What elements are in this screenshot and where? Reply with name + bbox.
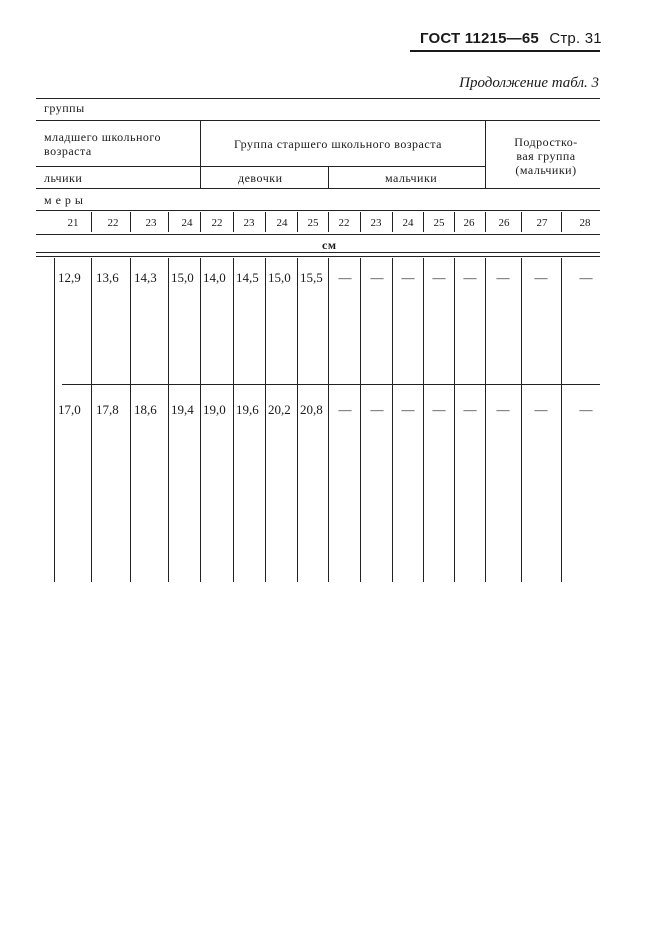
dash-cell: — bbox=[338, 270, 352, 285]
body-divider bbox=[200, 258, 201, 582]
body-divider bbox=[454, 258, 455, 582]
size-cell: 22 bbox=[211, 217, 223, 229]
body-divider bbox=[360, 258, 361, 582]
body-divider bbox=[423, 258, 424, 582]
size-cell: 25 bbox=[433, 217, 445, 229]
value-cell: 20,8 bbox=[300, 402, 323, 417]
dash-cell: — bbox=[401, 402, 415, 417]
size-cell: 23 bbox=[243, 217, 255, 229]
size-cell: 21 bbox=[67, 217, 79, 229]
value-cell: 19,6 bbox=[236, 402, 259, 417]
group-names-rule bbox=[36, 166, 486, 167]
value-cell: 15,0 bbox=[268, 270, 291, 285]
dash-cell: — bbox=[496, 402, 510, 417]
dash-cell: — bbox=[579, 402, 593, 417]
size-divider bbox=[297, 212, 298, 232]
size-divider bbox=[360, 212, 361, 232]
group-divider-2 bbox=[485, 120, 486, 188]
sex-label-boys-older: мальчики bbox=[385, 171, 438, 185]
body-divider bbox=[91, 258, 92, 582]
value-cell: 14,0 bbox=[203, 270, 226, 285]
value-cell: 14,5 bbox=[236, 270, 259, 285]
size-divider bbox=[265, 212, 266, 232]
measures-label: м е р ы bbox=[44, 193, 84, 207]
sex-divider-2 bbox=[328, 167, 329, 188]
size-divider bbox=[521, 212, 522, 232]
unit-row-rule bbox=[36, 252, 600, 253]
standard-number: ГОСТ 11215—65 bbox=[420, 30, 539, 47]
body-divider bbox=[233, 258, 234, 582]
size-divider bbox=[485, 212, 486, 232]
body-divider bbox=[328, 258, 329, 582]
size-cell: 22 bbox=[338, 217, 350, 229]
sizes-row-rule bbox=[36, 234, 600, 235]
dash-cell: — bbox=[370, 402, 384, 417]
body-divider bbox=[54, 258, 55, 582]
body-divider bbox=[168, 258, 169, 582]
size-divider bbox=[423, 212, 424, 232]
body-divider bbox=[561, 258, 562, 582]
sex-label-girls: девочки bbox=[238, 171, 283, 185]
dash-cell: — bbox=[338, 402, 352, 417]
size-divider bbox=[392, 212, 393, 232]
size-divider bbox=[130, 212, 131, 232]
value-cell: 17,0 bbox=[58, 402, 81, 417]
size-divider bbox=[454, 212, 455, 232]
unit-label: см bbox=[322, 238, 337, 252]
value-cell: 15,5 bbox=[300, 270, 323, 285]
size-divider bbox=[561, 212, 562, 232]
size-divider bbox=[328, 212, 329, 232]
dash-cell: — bbox=[534, 270, 548, 285]
dash-cell: — bbox=[463, 270, 477, 285]
sex-row-rule bbox=[36, 188, 600, 189]
unit-row-rule-2 bbox=[36, 256, 600, 257]
dash-cell: — bbox=[432, 402, 446, 417]
value-cell: 17,8 bbox=[96, 402, 119, 417]
size-divider bbox=[168, 212, 169, 232]
size-cell: 28 bbox=[579, 217, 591, 229]
value-cell: 14,3 bbox=[134, 270, 157, 285]
table-continuation-caption: Продолжение табл. 3 bbox=[459, 75, 599, 91]
groups-row-rule bbox=[36, 120, 600, 121]
size-cell: 24 bbox=[402, 217, 414, 229]
page-number: Стр. 31 bbox=[549, 30, 602, 47]
value-cell: 18,6 bbox=[134, 402, 157, 417]
size-divider bbox=[233, 212, 234, 232]
groups-label: группы bbox=[44, 101, 85, 115]
size-cell: 26 bbox=[498, 217, 510, 229]
dash-cell: — bbox=[496, 270, 510, 285]
body-divider bbox=[392, 258, 393, 582]
younger-group-label: младшего школьного возраста bbox=[44, 130, 162, 158]
dash-cell: — bbox=[432, 270, 446, 285]
dash-cell: — bbox=[463, 402, 477, 417]
value-cell: 15,0 bbox=[171, 270, 194, 285]
size-cell: 23 bbox=[145, 217, 157, 229]
measures-row-rule bbox=[36, 210, 600, 211]
teen-group-label: Подростко- вая группа (мальчики) bbox=[514, 135, 578, 177]
value-cell: 19,4 bbox=[171, 402, 194, 417]
body-divider bbox=[265, 258, 266, 582]
older-group-label: Группа старшего школьного возраста bbox=[234, 137, 442, 151]
size-divider bbox=[200, 212, 201, 232]
group-divider-1 bbox=[200, 120, 201, 167]
sex-divider-1 bbox=[200, 167, 201, 188]
size-cell: 25 bbox=[307, 217, 319, 229]
dash-cell: — bbox=[401, 270, 415, 285]
page-header bbox=[420, 30, 600, 47]
value-cell: 12,9 bbox=[58, 270, 81, 285]
body-divider bbox=[521, 258, 522, 582]
size-cell: 23 bbox=[370, 217, 382, 229]
value-cell: 13,6 bbox=[96, 270, 119, 285]
sex-label-boys-younger: льчики bbox=[44, 171, 83, 185]
size-cell: 22 bbox=[107, 217, 119, 229]
data-row-divider bbox=[62, 384, 600, 385]
dash-cell: — bbox=[534, 402, 548, 417]
value-cell: 19,0 bbox=[203, 402, 226, 417]
body-divider bbox=[485, 258, 486, 582]
size-cell: 27 bbox=[536, 217, 548, 229]
dash-cell: — bbox=[579, 270, 593, 285]
dash-cell: — bbox=[370, 270, 384, 285]
body-divider bbox=[297, 258, 298, 582]
value-cell: 20,2 bbox=[268, 402, 291, 417]
size-divider bbox=[91, 212, 92, 232]
table-top-rule bbox=[36, 98, 600, 99]
body-divider bbox=[130, 258, 131, 582]
size-cell: 26 bbox=[463, 217, 475, 229]
size-cell: 24 bbox=[181, 217, 193, 229]
size-cell: 24 bbox=[276, 217, 288, 229]
header-rule bbox=[410, 50, 600, 52]
